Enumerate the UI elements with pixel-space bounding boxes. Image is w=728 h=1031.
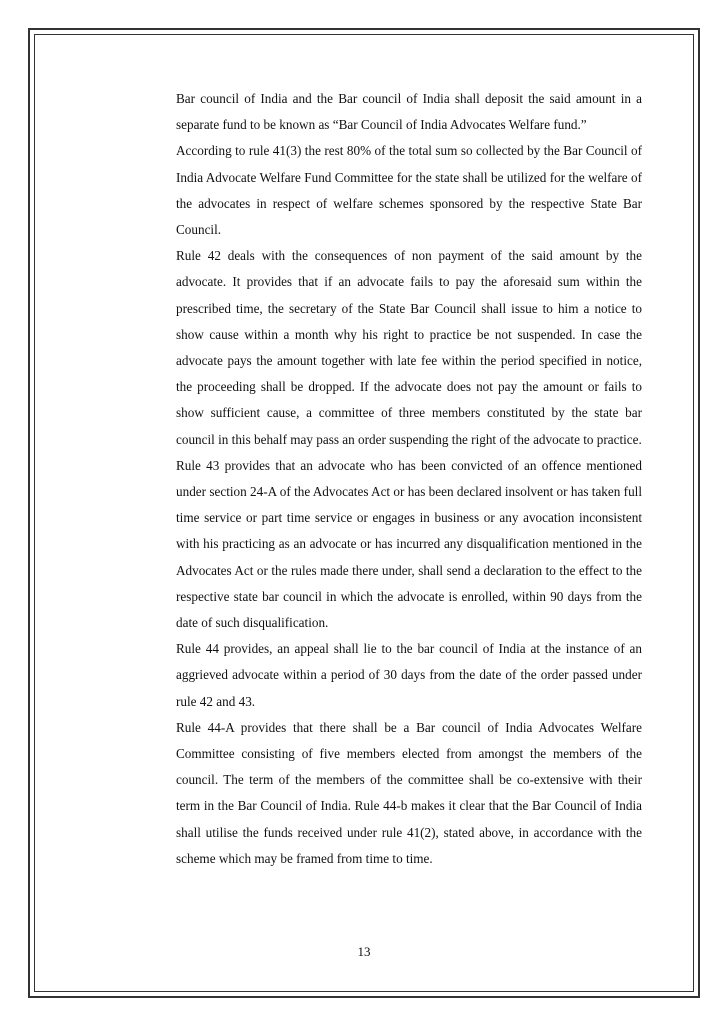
paragraph-rule-42: Rule 42 deals with the consequences of non payment of the said amount by the advocate. It provides that if an advocate fails to pay the aforesaid sum within the prescribed time, the secretary of the State Bar Council shall issue to him a notice to show cause within a month why his right to practice be not suspended. In case the advocate pays the amount together with late fee within the period specified in notice, the proceeding shall be dropped. If the advocate does not pay the amount or fails to show sufficient cause, a committee of three members constituted by the state bar council in this behalf may pass an order suspending the right of the advocate to practice.: [176, 248, 642, 447]
paragraph-rule-41-3: According to rule 41(3) the rest 80% of the total sum so collected by the Bar Council of India Advocate Welfare Fund Committee for the state shall be utilized for the welfare of the advocates in respect of welfare schemes sponsored by the respective State Bar Council.: [176, 143, 642, 238]
paragraph-rule-44: Rule 44 provides, an appeal shall lie to the bar council of India at the instance of an aggrieved advocate within a period of 30 days from the date of the order passed under rule 42 and 43.: [176, 641, 642, 709]
page-number: 13: [357, 944, 371, 959]
page-body: [176, 86, 642, 872]
paragraph-welfare-fund: Bar council of India and the Bar council of India shall deposit the said amount in a separate fund to be known as “Bar Council of India Advocates Welfare fund.”: [176, 91, 642, 133]
paragraph-rule-43: Rule 43 provides that an advocate who has been convicted of an offence mentioned under section 24-A of the Advocates Act or has been declared insolvent or has taken full time service or part time service or engages in business or any avocation inconsistent with his practicing as an advocate or has incurred any disqualification mentioned in the Advocates Act or the rules made there under, shall send a declaration to the effect to the respective state bar council in which the advocate is enrolled, within 90 days from the date of such disqualification.: [176, 457, 642, 631]
paragraph-rule-44-a: Rule 44-A provides that there shall be a Bar council of India Advocates Welfare Committee consisting of five members elected from amongst the members of the council. The term of the members of the committee shall be co-extensive with their term in the Bar Council of India. Rule 44-b makes it clear that the Bar Council of India shall utilise the funds received under rule 41(2), stated above, in accordance with the scheme which may be framed from time to time.: [176, 719, 642, 866]
